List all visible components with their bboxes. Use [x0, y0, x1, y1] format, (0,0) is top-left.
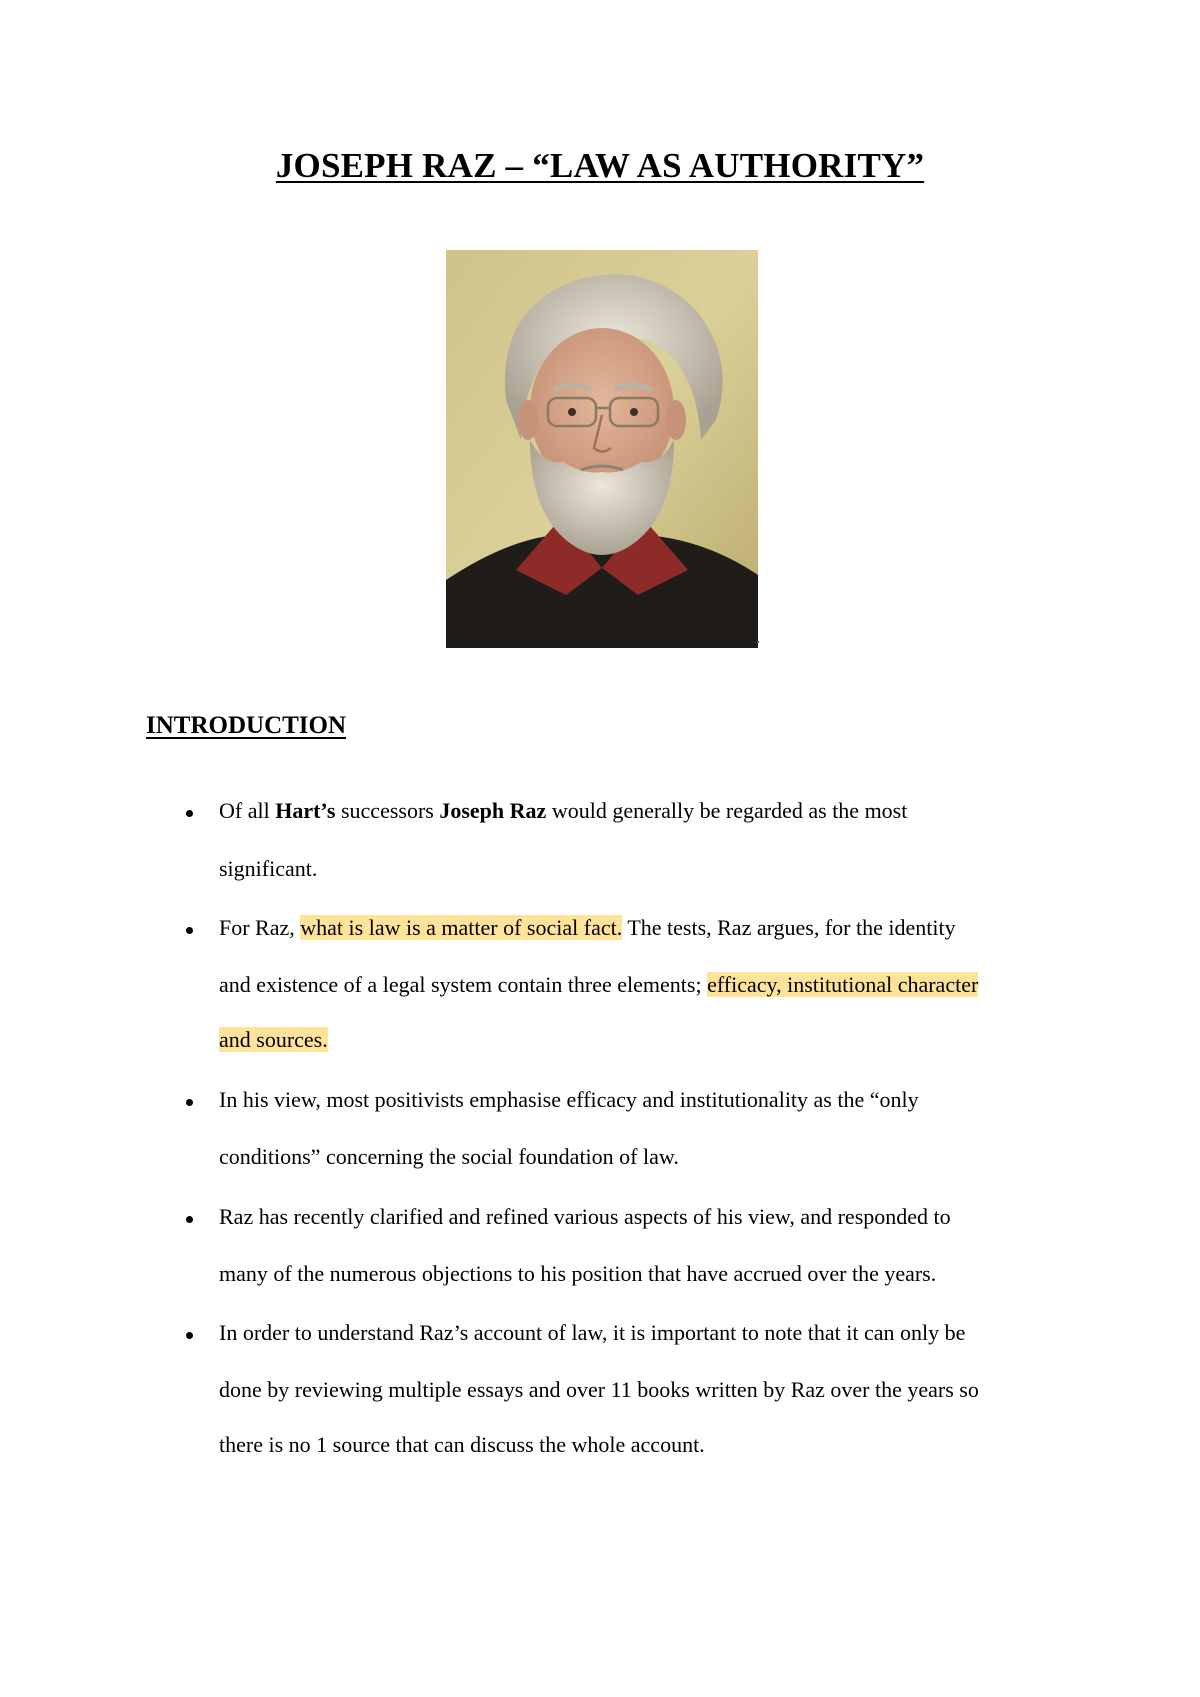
line	[219, 1431, 705, 1459]
line	[219, 1026, 328, 1054]
bullet-icon	[186, 1216, 193, 1223]
line	[219, 1203, 951, 1231]
line	[219, 971, 978, 999]
portrait-photo	[446, 250, 758, 648]
text: In his view, most positivists emphasise efficacy and institutionality as the “only	[219, 1087, 919, 1112]
text: The tests, Raz argues, for the identity	[622, 915, 956, 940]
text: Raz has recently clarified and refined various aspects of his view, and responded to	[219, 1204, 951, 1229]
document-title: JOSEPH RAZ – “LAW AS AUTHORITY”	[275, 146, 925, 185]
text: In order to understand Raz’s account of law, it is important to note that it can only be	[219, 1320, 966, 1345]
section-heading: INTRODUCTION	[146, 712, 347, 739]
bullet-icon	[186, 927, 193, 934]
bold-name: Hart’s	[275, 798, 336, 823]
text: many of the numerous objections to his position that have accrued over the years.	[219, 1261, 937, 1286]
line	[219, 914, 956, 942]
text: and existence of a legal system contain three elements;	[219, 972, 708, 997]
text: there is no 1 source that can discuss the whole account.	[219, 1432, 705, 1457]
bullet-icon	[186, 1332, 193, 1339]
text: significant.	[219, 856, 318, 881]
line	[219, 1260, 936, 1288]
bullet-icon	[186, 810, 193, 817]
line	[219, 1376, 979, 1404]
highlighted-text: and sources.	[219, 1027, 328, 1052]
highlighted-text: what is law is a matter of social fact.	[300, 915, 623, 940]
image-artifact	[757, 641, 759, 643]
line	[219, 797, 907, 825]
highlighted-text: efficacy, institutional character	[707, 972, 979, 997]
text: would generally be regarded as the most	[546, 798, 908, 823]
text: Of all	[219, 798, 276, 823]
text: done by reviewing multiple essays and over 11 books written by Raz over the years so	[219, 1377, 979, 1402]
line	[219, 1143, 679, 1171]
line	[219, 1319, 965, 1347]
line	[219, 1086, 919, 1114]
line	[219, 855, 317, 883]
text: conditions” concerning the social foundation of law.	[219, 1144, 679, 1169]
text: successors	[335, 798, 440, 823]
bullet-icon	[186, 1099, 193, 1106]
bold-name: Joseph Raz	[439, 798, 547, 823]
text: For Raz,	[219, 915, 301, 940]
